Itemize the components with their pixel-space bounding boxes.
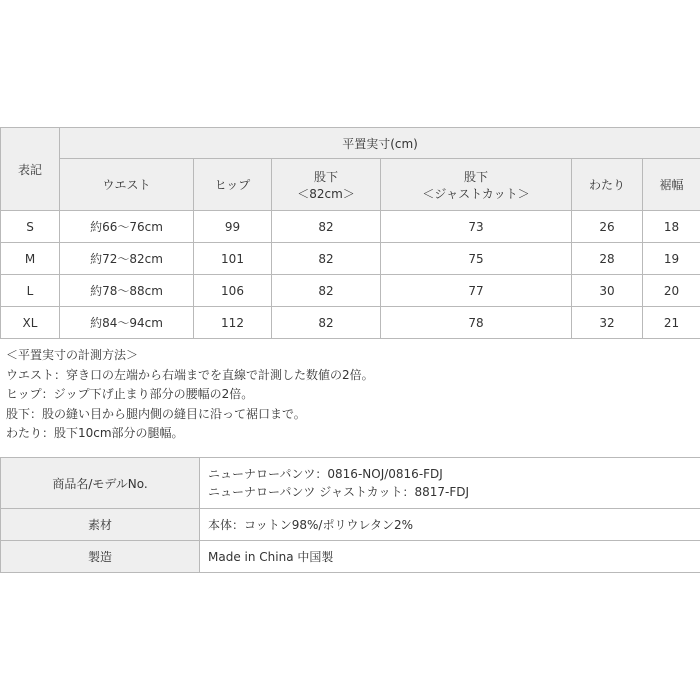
inseam-justcut-cell: 78 <box>381 307 572 339</box>
note-line: ウエスト：穿き口の左端から右端までを直線で計測した数値の2倍。 <box>6 367 374 382</box>
product-name-value: ニューナローパンツ：0816-NOJ/0816-FDJ ニューナローパンツ ジャストカット：8817-FDJ <box>200 458 700 509</box>
product-name-label: 商品名/モデルNo. <box>1 458 200 509</box>
waist-cell: 約66〜76cm <box>60 211 194 243</box>
waist-cell: 約78〜88cm <box>60 275 194 307</box>
column-header-inseam-82: 股下 ＜82cm＞ <box>272 159 381 211</box>
waist-cell: 約72〜82cm <box>60 243 194 275</box>
hem-width-cell: 18 <box>643 211 700 243</box>
note-line: ヒップ：ジップ下げ止まり部分の腰幅の2倍。 <box>6 387 254 402</box>
table-row <box>1 307 700 339</box>
measurement-notes <box>6 346 374 444</box>
table-row <box>1 211 700 243</box>
note-line: わたり：股下10cm部分の腿幅。 <box>6 426 184 441</box>
product-info-table <box>0 457 700 573</box>
table-row <box>1 275 700 307</box>
notes-heading: ＜平置実寸の計測方法＞ <box>6 348 139 362</box>
hip-cell: 112 <box>194 307 272 339</box>
inseam-cell: 82 <box>272 243 381 275</box>
note-line: 股下：股の縫い目から腿内側の縫目に沿って裾口まで。 <box>6 406 306 421</box>
inseam-justcut-cell: 77 <box>381 275 572 307</box>
inseam-justcut-cell: 75 <box>381 243 572 275</box>
size-cell: XL <box>1 307 60 339</box>
table-row <box>1 458 700 509</box>
material-value: 本体：コットン98%/ポリウレタン2% <box>200 509 700 541</box>
size-label-header: 表記 <box>1 128 60 211</box>
manufacture-label: 製造 <box>1 541 200 573</box>
table-row <box>1 509 700 541</box>
thigh-cell: 26 <box>572 211 643 243</box>
inseam-justcut-cell: 73 <box>381 211 572 243</box>
material-label: 素材 <box>1 509 200 541</box>
size-cell: S <box>1 211 60 243</box>
hem-width-cell: 19 <box>643 243 700 275</box>
table-row <box>1 243 700 275</box>
column-header-hip: ヒップ <box>194 159 272 211</box>
manufacture-value: Made in China 中国製 <box>200 541 700 573</box>
inseam-cell: 82 <box>272 307 381 339</box>
size-cell: L <box>1 275 60 307</box>
thigh-cell: 28 <box>572 243 643 275</box>
hem-width-cell: 21 <box>643 307 700 339</box>
waist-cell: 約84〜94cm <box>60 307 194 339</box>
thigh-cell: 30 <box>572 275 643 307</box>
column-header-hem-width: 裾幅 <box>643 159 700 211</box>
measurement-group-header: 平置実寸(cm) <box>60 128 700 159</box>
size-cell: M <box>1 243 60 275</box>
column-header-thigh: わたり <box>572 159 643 211</box>
inseam-cell: 82 <box>272 211 381 243</box>
hem-width-cell: 20 <box>643 275 700 307</box>
inseam-cell: 82 <box>272 275 381 307</box>
hip-cell: 106 <box>194 275 272 307</box>
size-table <box>0 127 700 339</box>
hip-cell: 101 <box>194 243 272 275</box>
table-row <box>1 541 700 573</box>
column-header-inseam-justcut: 股下 ＜ジャストカット＞ <box>381 159 572 211</box>
hip-cell: 99 <box>194 211 272 243</box>
thigh-cell: 32 <box>572 307 643 339</box>
column-header-waist: ウエスト <box>60 159 194 211</box>
